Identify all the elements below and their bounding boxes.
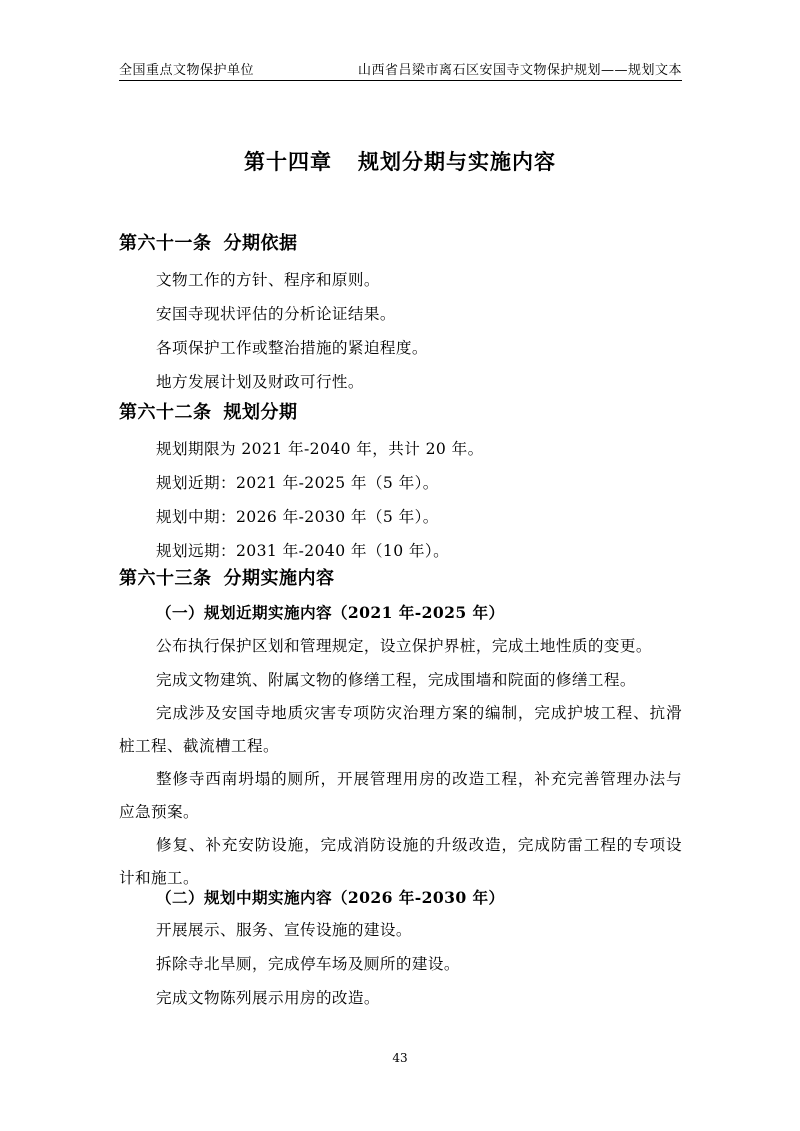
list-item: 整修寺西南坍塌的厕所，开展管理用房的改造工程，补充完善管理办法与应急预案。 — [119, 770, 682, 821]
article-61-body — [119, 263, 682, 399]
near-term-heading: （一）规划近期实施内容（2021 年-2025 年） — [156, 603, 505, 622]
list-item: 安国寺现状评估的分析论证结果。 — [156, 305, 396, 323]
list-item: 完成文物建筑、附属文物的修缮工程，完成围墙和院面的修缮工程。 — [156, 671, 636, 689]
list-item: 开展展示、服务、宣传设施的建设。 — [156, 921, 412, 939]
header-left: 全国重点文物保护单位 — [119, 63, 255, 78]
list-item: 完成涉及安国寺地质灾害专项防灾治理方案的编制，完成护坡工程、抗滑桩工程、截流槽工程。 — [119, 704, 682, 755]
article-61-heading — [119, 232, 682, 256]
list-item: 拆除寺北旱厕，完成停车场及厕所的建设。 — [156, 955, 460, 973]
page-number: 43 — [392, 1051, 408, 1065]
article-61-title: 分期依据 — [223, 233, 298, 254]
list-item: 规划近期：2021 年-2025 年（5 年）。 — [156, 474, 439, 492]
article-63-number: 第六十三条 — [119, 568, 212, 589]
list-item: 公布执行保护区划和管理规定，设立保护界桩，完成土地性质的变更。 — [156, 637, 652, 655]
mid-term-body — [119, 913, 682, 1015]
list-item: 完成文物陈列展示用房的改造。 — [156, 989, 380, 1007]
article-62-title: 规划分期 — [223, 402, 298, 423]
article-62-heading — [119, 401, 682, 425]
list-item: 规划期限为 2021 年-2040 年，共计 20 年。 — [156, 440, 484, 458]
article-62-number: 第六十二条 — [119, 402, 212, 423]
mid-term-heading: （二）规划中期实施内容（2026 年-2030 年） — [156, 888, 505, 907]
list-item: 地方发展计划及财政可行性。 — [156, 373, 364, 391]
header-right: 山西省吕梁市离石区安国寺文物保护规划——规划文本 — [357, 63, 682, 78]
article-61-number: 第六十一条 — [119, 233, 212, 254]
list-item: 各项保护工作或整治措施的紧迫程度。 — [156, 339, 428, 357]
chapter-title — [0, 146, 800, 176]
chapter-name: 规划分期与实施内容 — [358, 150, 556, 174]
near-term-body — [119, 629, 682, 895]
chapter-number: 第十四章 — [244, 150, 332, 174]
article-62-body — [119, 432, 682, 568]
list-item: 规划远期：2031 年-2040 年（10 年）。 — [156, 542, 450, 560]
list-item: 修复、补充安防设施，完成消防设施的升级改造，完成防雷工程的专项设计和施工。 — [119, 836, 682, 887]
article-63-title: 分期实施内容 — [223, 568, 335, 589]
list-item: 规划中期：2026 年-2030 年（5 年）。 — [156, 508, 439, 526]
article-63-heading — [119, 567, 682, 591]
list-item: 文物工作的方针、程序和原则。 — [156, 271, 380, 289]
page-header — [119, 56, 682, 81]
